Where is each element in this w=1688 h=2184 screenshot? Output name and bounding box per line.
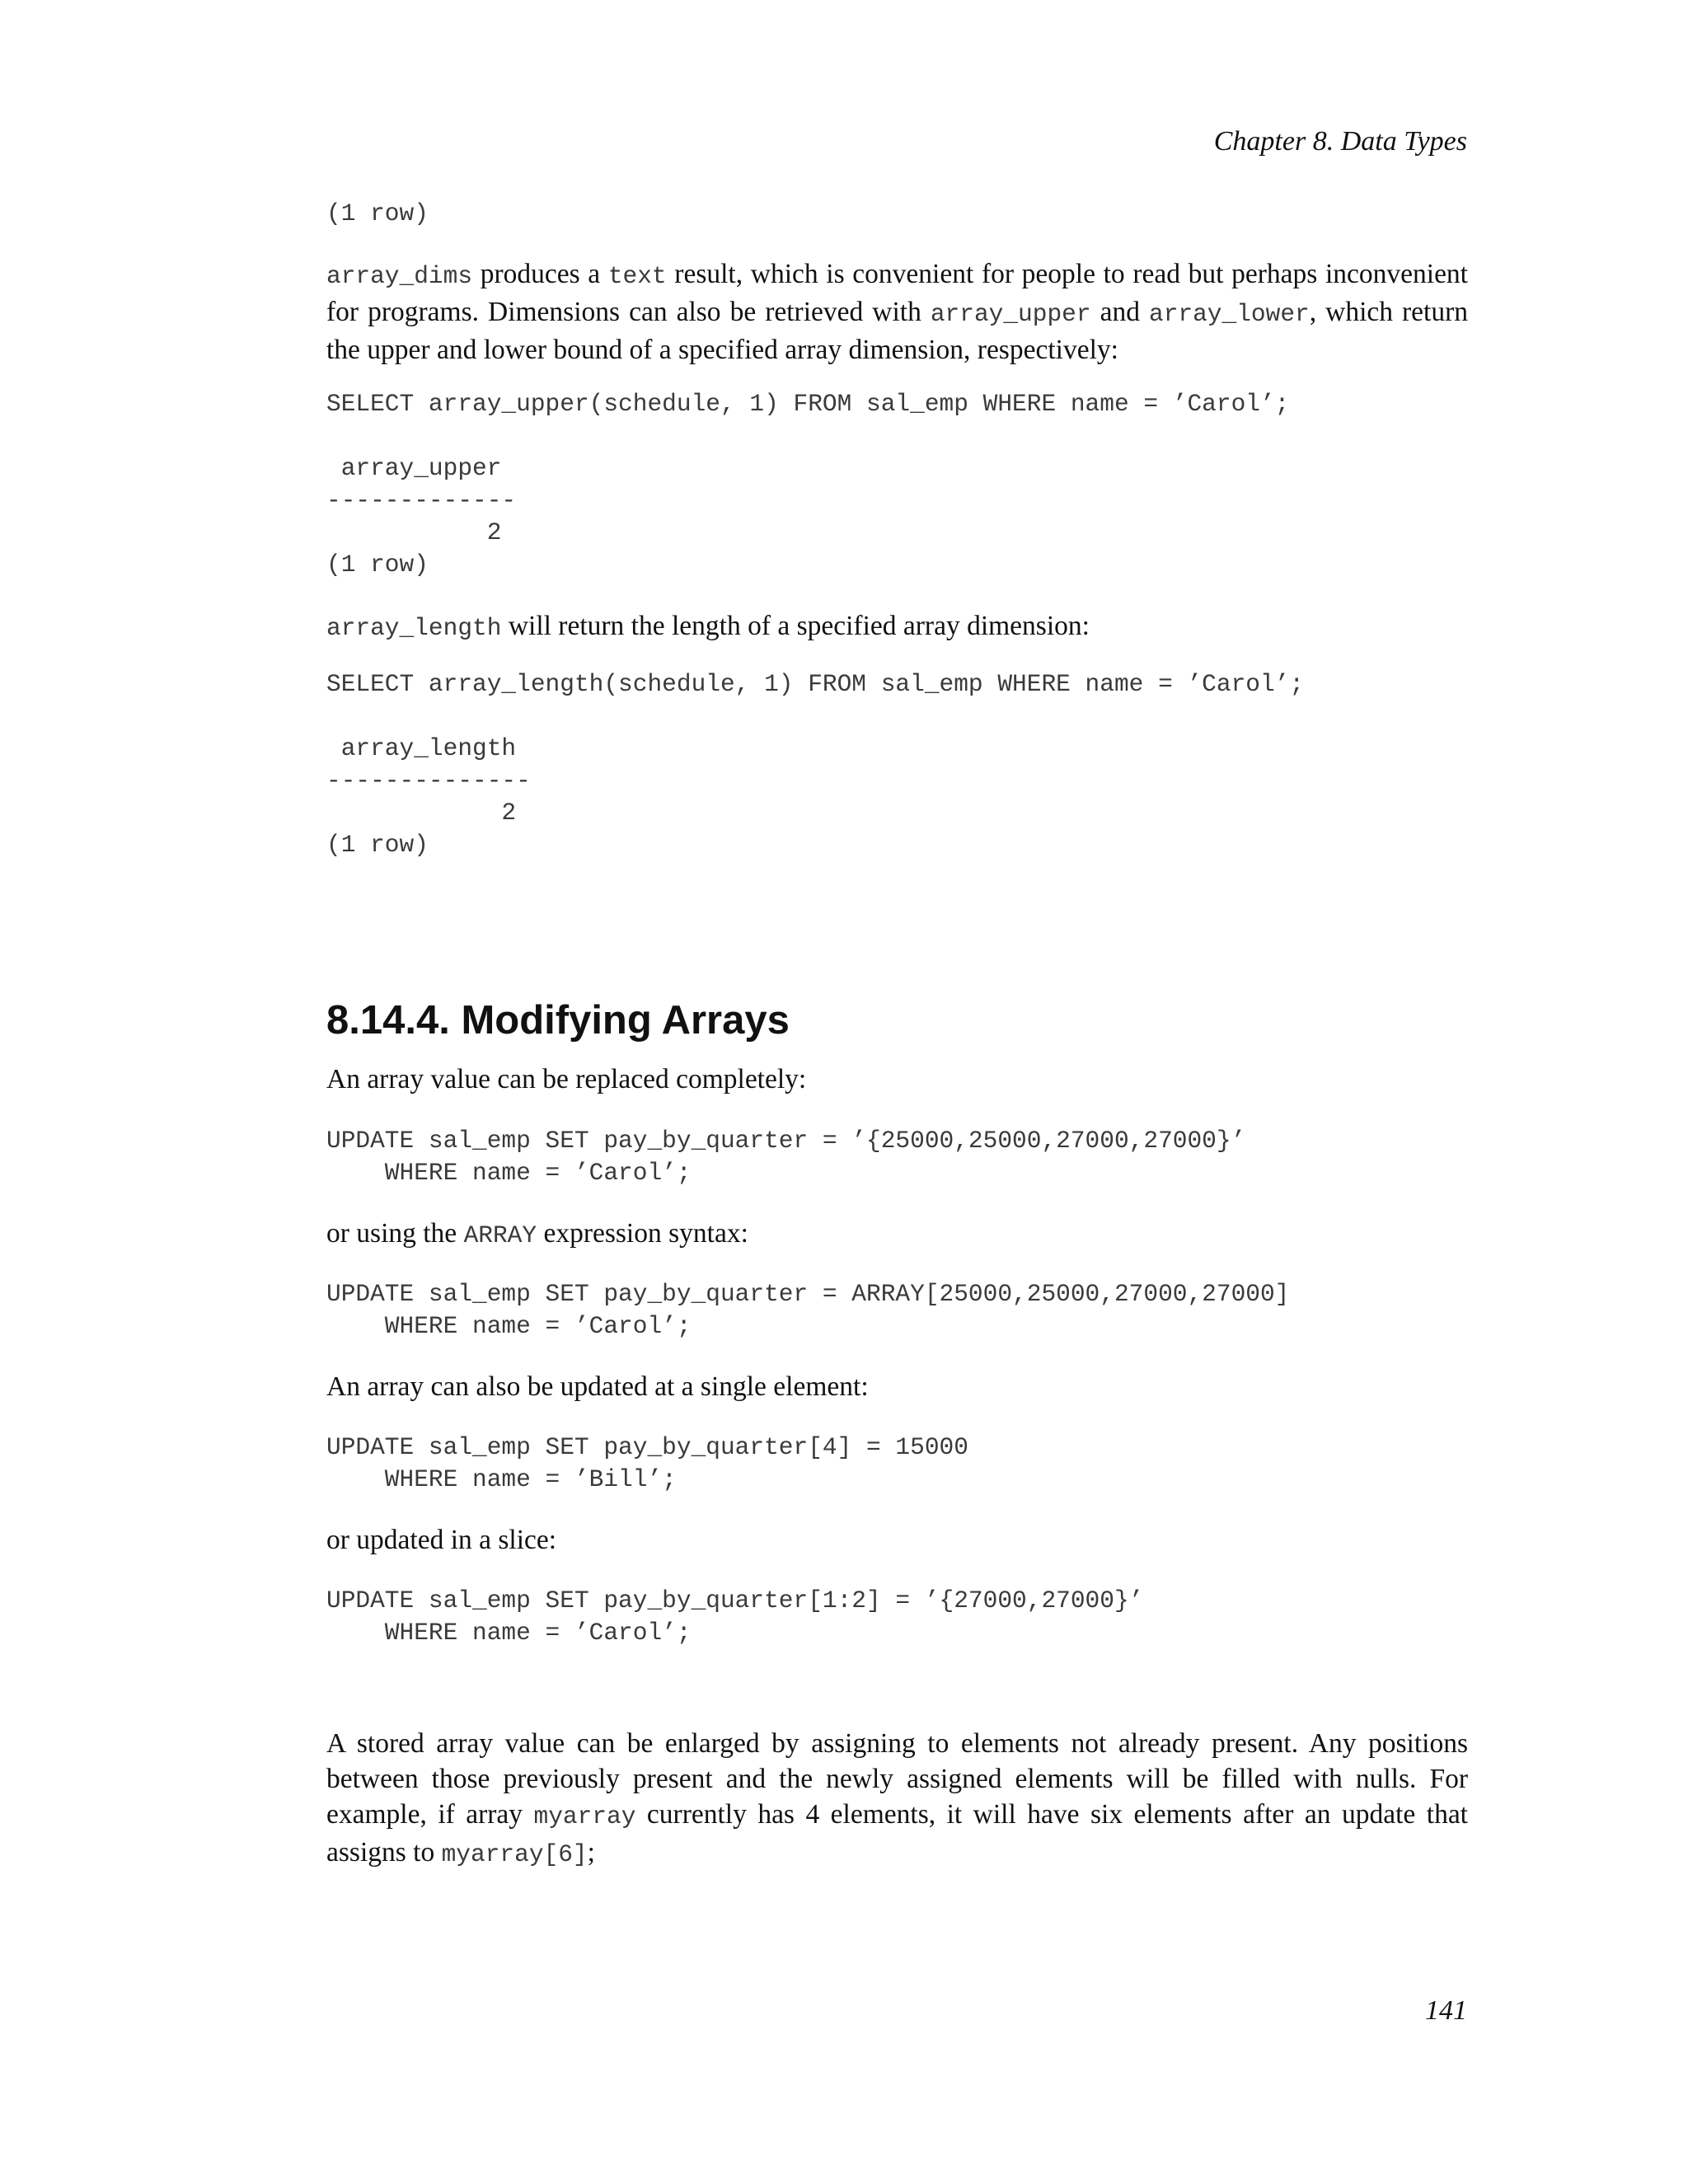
inline-code: array_dims bbox=[326, 262, 473, 290]
paragraph-slice: or updated in a slice: bbox=[326, 1525, 557, 1555]
section-title: 8.14.4. Modifying Arrays bbox=[326, 998, 790, 1043]
inline-code: text bbox=[607, 262, 667, 290]
text-run: currently has 4 elements, it will have six elements after an update that assigns to bbox=[326, 1799, 1468, 1868]
paragraph-replace: An array value can be replaced completely: bbox=[326, 1064, 807, 1094]
text-run: will return the length of a specified array dimension: bbox=[501, 611, 1090, 641]
paragraph-single-element: An array can also be updated at a single element: bbox=[326, 1371, 869, 1402]
query-row-count: (1 row) bbox=[326, 199, 429, 227]
text-run: and bbox=[1090, 297, 1149, 327]
inline-code: ARRAY bbox=[463, 1221, 537, 1249]
page-number: 141 bbox=[1425, 1995, 1467, 2026]
text-run: ; bbox=[587, 1837, 595, 1868]
running-header: Chapter 8. Data Types bbox=[1213, 126, 1467, 157]
paragraph-array-dims bbox=[326, 256, 1468, 368]
text-run: , which return the upper and lower bound of a specified array dimension, respectively: bbox=[326, 297, 1469, 365]
text-run: expression syntax: bbox=[537, 1218, 748, 1249]
code-block-single-element: UPDATE sal_emp SET pay_by_quarter[4] = 15000 WHERE name = ’Bill’; bbox=[326, 1433, 968, 1493]
inline-code: array_upper bbox=[930, 300, 1091, 328]
code-block-array-upper: SELECT array_upper(schedule, 1) FROM sal_emp WHERE name = ’Carol’; array_upper ------------- 2 (1 row) bbox=[326, 390, 1290, 579]
paragraph-array-length bbox=[326, 608, 1468, 646]
code-block-slice: UPDATE sal_emp SET pay_by_quarter[1:2] = ’{27000,27000}’ WHERE name = ’Carol’; bbox=[326, 1586, 1144, 1647]
inline-code: array_lower bbox=[1149, 300, 1310, 328]
paragraph-array-syntax bbox=[326, 1216, 1468, 1254]
text-run: A stored array value can be enlarged by assigning to elements not already present. Any positions between those previously present and the newly assigned elements will be filled with nulls. For example, if array bbox=[326, 1728, 1468, 1830]
code-block-array-constructor: UPDATE sal_emp SET pay_by_quarter = ARRAY[25000,25000,27000,27000] WHERE name = ’Carol’; bbox=[326, 1280, 1290, 1340]
code-block-array-length: SELECT array_length(schedule, 1) FROM sal_emp WHERE name = ’Carol’; array_length -------------- 2 (1 row) bbox=[326, 670, 1305, 859]
inline-code: myarray bbox=[533, 1802, 636, 1830]
paragraph-enlarge bbox=[326, 1726, 1468, 1872]
text-run: or using the bbox=[326, 1218, 464, 1249]
text-run: result, which is convenient for people to read but perhaps inconvenient for programs. Dimensions can also be retrieved with bbox=[326, 259, 1468, 327]
inline-code: myarray[6] bbox=[441, 1840, 588, 1868]
code-block-replace: UPDATE sal_emp SET pay_by_quarter = ’{25000,25000,27000,27000}’ WHERE name = ’Carol’; bbox=[326, 1127, 1246, 1187]
text-run: produces a bbox=[472, 259, 608, 289]
inline-code: array_length bbox=[326, 614, 502, 642]
